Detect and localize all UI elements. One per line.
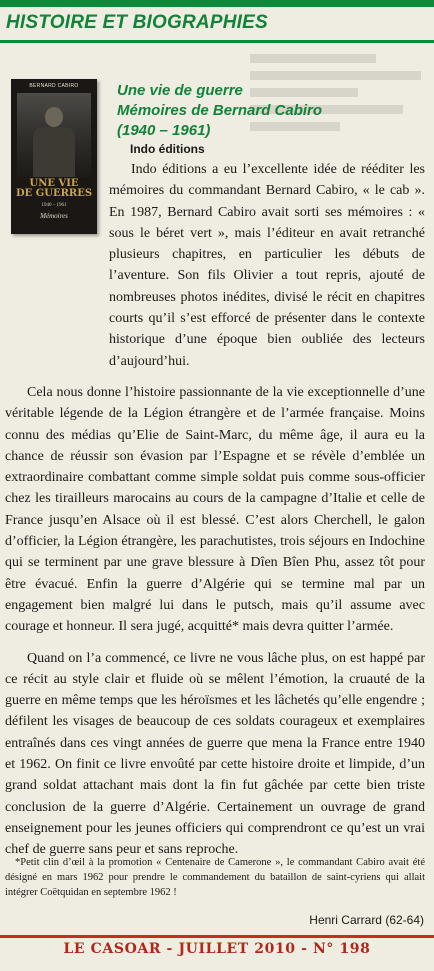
publisher: Indo éditions xyxy=(130,142,205,156)
cover-subtitle: Mémoires xyxy=(40,212,68,220)
footer-rule xyxy=(0,935,434,938)
cover-author: BERNARD CABIRO xyxy=(29,83,79,89)
review-paragraph-1: Indo éditions a eu l’excellente idée de rééditer les mémoires du commandant Bernard Cabiro, « le cab ». En 1987, Bernard Cabiro avait sorti ses mémoires : « sous le béret vert », mais l’éditeur en avait retranché plusieurs chapitres, en particulier les débuts de l’aventure. Son fils Olivier a tout repris, ajouté de nombreuses photos inédites, divisé le récit en chapitres courts qu’il s’est efforcé de présenter dans le contexte historique d’une époque bien oubliée des lecteurs d’aujourd’hui. xyxy=(109,162,425,369)
book-title: Une vie de guerre Mémoires de Bernard Cabiro (1940 – 1961) xyxy=(117,82,323,139)
author-signature: Henri Carrard (62-64) xyxy=(309,913,424,927)
cover-years: 1940 – 1961 xyxy=(41,203,67,208)
section-divider xyxy=(0,40,434,43)
review-paragraph-3: Quand on l’a commencé, ce livre ne vous lâche plus, on est happé par ce récit au style clair et fluide où se mêlent l’émotion, la cruauté de la guerre en même temps que les héroïsmes et les lâchetés qu’elle engendre ; défilent les visages de beaucoup de ces soldats courageux et exemplaires entraînés dans ces vingt années de guerre que mena la France entre 1940 et 1962. On finit ce livre envoûté par cette histoire droite et limpide, d’un grand soldat attachant mais dont la fin fut gâchée par cette bien triste conclusion de la guerre d’Algérie. Certainement un ouvrage de grand enseignement pour les jeunes officiers qui comprendront ce qu’est un vrai chef de guerre sans peur et sans reproche. xyxy=(5,650,425,858)
footnote: *Petit clin d’œil à la promotion « Centenaire de Camerone », le commandant Cabiro avait été désigné en mars 1962 pour prendre le commandement du bataillon de saint-cyriens qui allait intégrer Coëtquidan en septembre 1962 ! xyxy=(5,857,425,898)
review-body xyxy=(5,159,425,871)
page-footer: LE CASOAR - JUILLET 2010 - N° 198 xyxy=(63,941,371,957)
top-green-rule xyxy=(0,0,434,7)
section-title: HISTOIRE ET BIOGRAPHIES xyxy=(6,12,268,33)
cover-title: UNE VIE DE GUERRES xyxy=(15,178,93,199)
review-paragraph-2: Cela nous donne l’histoire passionnante de la vie exceptionnelle d’une véritable légende de la Légion étrangère et de l’armée française. Moins connu des médias qu’Elie de Saint-Marc, du même âge, il aura eu la chance de réussir son évasion par l’Espagne et se révèle d’emblée un extraordinaire combattant comme simple soldat puis comme sous-officier chez les tirailleurs marocains au cours de la campagne d’Italie et celle de France jusqu’en Alsace où il est blessé. C’est alors Cherchell, le galon d’officier, la Légion étrangère, les parachutistes, trois séjours en Indochine qui se terminent par une grave blessure à Dîen Bîen Phu, assez tôt pour être évacué. Enfin la guerre d’Algérie qui se termine mal par un engagement bien malgré lui dans le putsch, mais qu’il assume avec courage et honneur. Il sera jugé, acquitté* mais devra quitter l’armée. xyxy=(5,384,425,635)
